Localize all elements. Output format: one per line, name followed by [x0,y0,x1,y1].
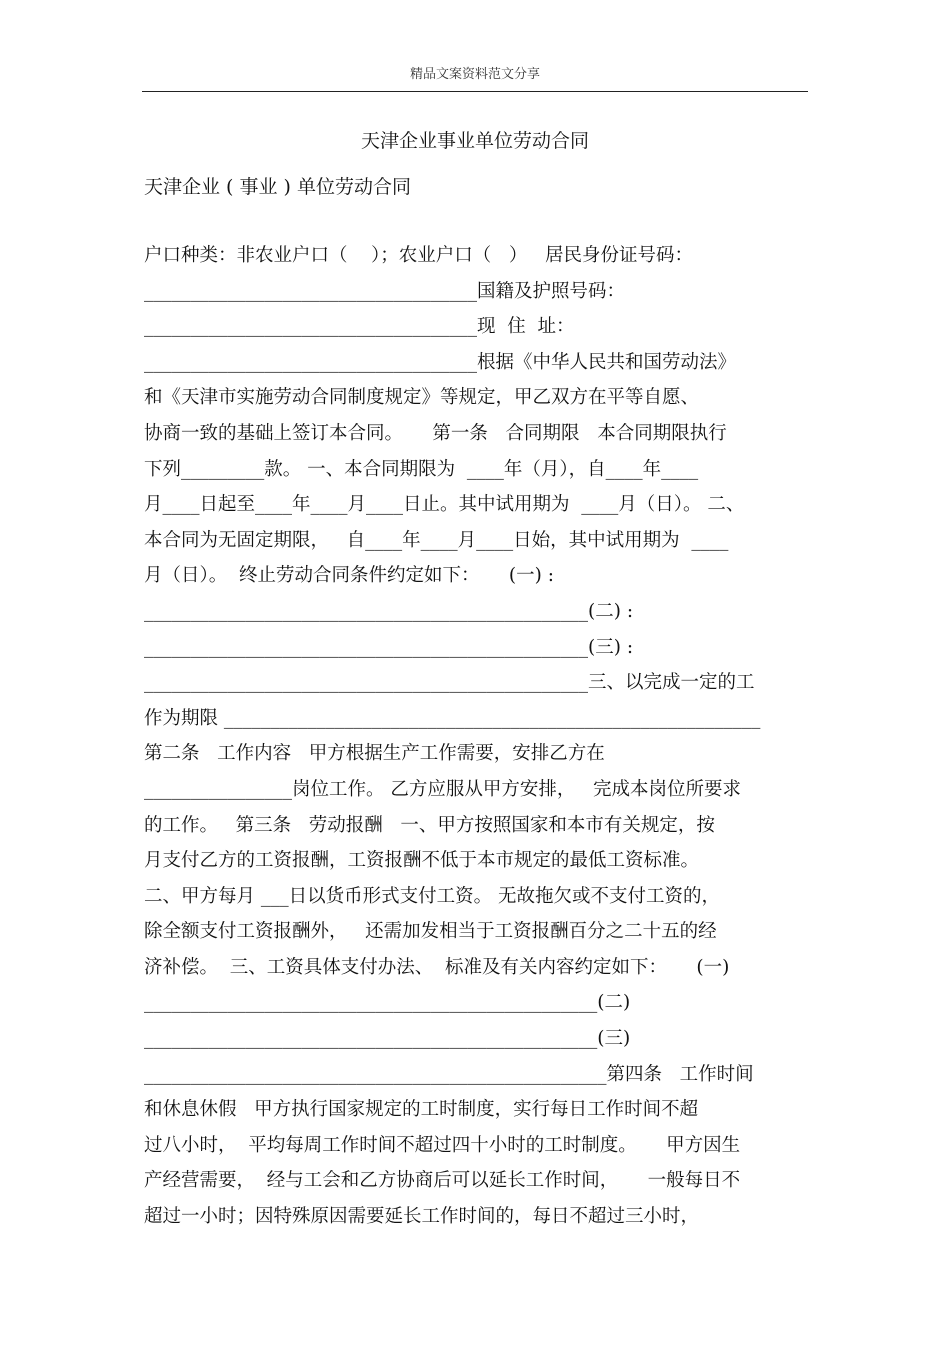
body-line: 协商一致的基础上签订本合同。 第一条 合同期限 本合同期限执行 [144,422,727,444]
body-line: 月（日）。 终止劳动合同条件约定如下： (一) : [144,565,554,587]
document-title: 天津企业事业单位劳动合同 [360,130,589,152]
body-line: __________________________________________________第四条 工作时间 [144,1063,754,1085]
body-line: 除全额支付工资报酬外， 还需加发相当于工资报酬百分之二十五的经 [144,921,717,943]
body-line: 作为期限 __________________________________________________________ [144,707,761,729]
body-line: 下列_________款。 一、本合同期限为 ____年（月），自____年____ [144,458,699,480]
body-line: ____________________________________现 住 址： [144,316,575,338]
body-line: 第二条 工作内容 甲方根据生产工作需要，安排乙方在 [144,743,605,765]
body-line: _________________________________________________(二) [144,992,631,1014]
body-line: ____________________________________根据《中华人民共和国劳动法》 [144,351,737,373]
body-line: 二、甲方每月 ___日以货币形式支付工资。 无故拖欠或不支付工资的， [144,885,721,907]
body-line: ________________________________________________三、以完成一定的工 [144,672,755,694]
document-subtitle: 天津企业 ( 事业 ) 单位劳动合同 [144,176,411,198]
body-line: 本合同为无固定期限， 自____年____月____日始，其中试用期为 ____ [144,529,729,551]
body-line: 和休息休假 甲方执行国家规定的工时制度，实行每日工作时间不超 [144,1099,699,1121]
body-line: 产经营需要， 经与工会和乙方协商后可以延长工作时间， 一般每日不 [144,1170,741,1192]
body-line: ________________________________________________(二) : [144,600,634,622]
body-line: 月支付乙方的工资报酬，工资报酬不低于本市规定的最低工资标准。 [144,850,700,872]
header-divider [142,91,808,92]
body-line: ________________________________________________(三) : [144,636,634,658]
body-line: 济补偿。 三、工资具体支付办法、 标准及有关内容约定如下： (一) [144,956,730,978]
body-line: 和《天津市实施劳动合同制度规定》等规定，甲乙双方在平等自愿、 [144,387,700,409]
body-line: _________________________________________________(三) [144,1028,631,1050]
body-line: ____________________________________国籍及护照号码： [144,280,626,302]
body-line: 超过一小时；因特殊原因需要延长工作时间的，每日不超过三小时， [144,1206,700,1228]
contract-body [144,243,824,1240]
body-line: 户口种类：非农业户口（ ）；农业户口（ ） 居民身份证号码： [144,245,694,266]
body-line: 月____日起至____年____月____日止。其中试用期为 ____月（日）。 二、 [144,494,745,516]
body-line: 的工作。 第三条 劳动报酬 一、甲方按照国家和本市有关规定，按 [144,814,715,836]
page-header: 精品文案资料范文分享 [409,67,540,82]
body-line: 过八小时， 平均每周工作时间不超过四十小时的工时制度。 甲方因生 [144,1134,741,1156]
body-line: ________________岗位工作。 乙方应服从甲方安排， 完成本岗位所要求 [144,778,742,800]
